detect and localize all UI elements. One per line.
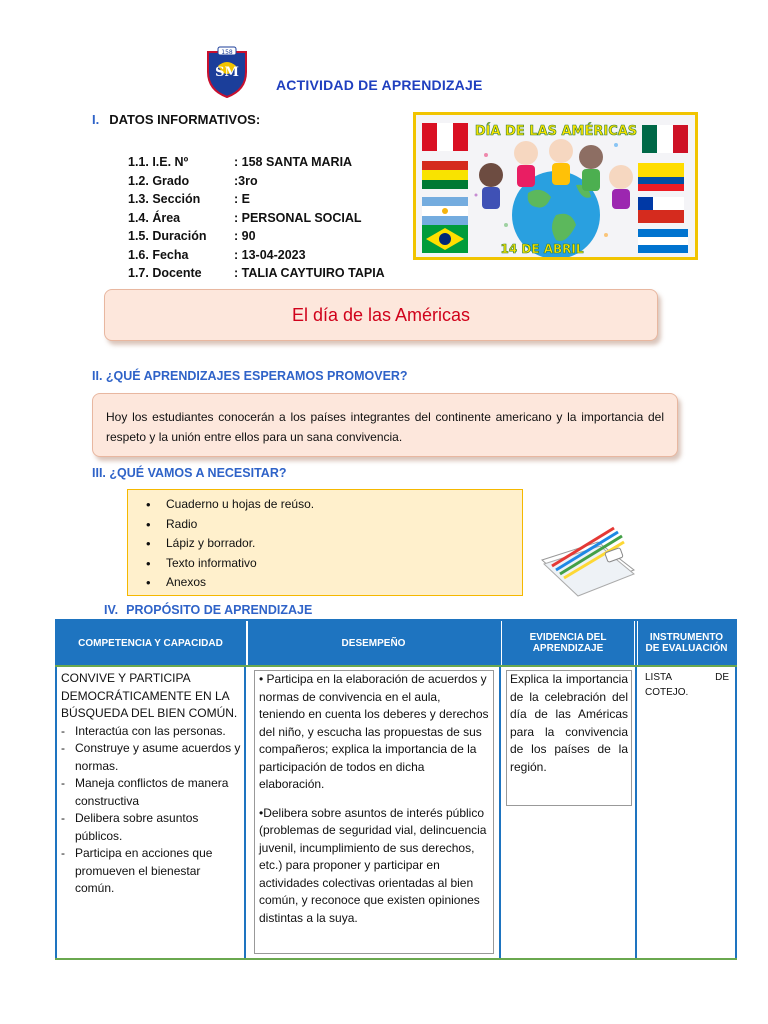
page-title: ACTIVIDAD DE APRENDIZAJE [276,77,483,93]
info-row-ie: 1.1. I.E. Nº : 158 SANTA MARIA [128,155,353,169]
list-item: • Radio [146,516,198,532]
section-datos-heading: I. DATOS INFORMATIVOS: [92,112,261,127]
table-header-competencia: COMPETENCIA Y CAPACIDAD [57,621,244,665]
list-item: - Interactúa con las personas. [61,723,226,738]
topic-title-box [104,289,658,341]
section-necesitar-heading: III. ¿QUÉ VAMOS A NECESITAR? [92,466,287,480]
aprendizajes-text: Hoy los estudiantes conocerán a los países integrantes del continente americano y la importancia del respeto y la unión entre ellos para un sana convivencia. [106,410,664,444]
table-header-evidencia: EVIDENCIA DEL APRENDIZAJE [502,621,634,665]
evidencia-cell: Explica la importancia de la celebración del día de las Américas para la convivencia de los países de la región. [506,670,632,806]
section-proposito-heading: IV. PROPÓSITO DE APRENDIZAJE [104,603,313,617]
info-row-area: 1.4. Área : PERSONAL SOCIAL [128,210,362,225]
proposito-table [55,619,737,960]
competencia-title: CONVIVE Y PARTICIPA DEMOCRÁTICAMENTE EN LA BÚSQUEDA DEL BIEN COMÚN. [61,671,238,720]
info-row-seccion: 1.3. Sección : E [128,192,250,206]
info-list [128,153,385,283]
table-header-instrumento: INSTRUMENTO DE EVALUACIÓN [638,621,735,665]
info-row-duracion: 1.5. Duración : 90 [128,229,256,243]
table-header-desempeno: DESEMPEÑO [248,621,499,665]
section-aprendizajes-heading: II. ¿QUÉ APRENDIZAJES ESPERAMOS PROMOVER? [92,369,408,383]
school-crest-logo [204,46,250,98]
list-item: - Maneja conflictos de manera constructiva [61,776,229,808]
desempeno-item: • Participa en la elaboración de acuerdos y normas de convivencia en el aula, teniendo en cuenta los deberes y derechos del niño, y escucha las propuestas de sus compañeros; explica la importancia de la participación de todos en dicha elaboración. [259,672,489,791]
list-item: • Texto informativo [146,555,257,571]
desempeno-cell [254,670,494,954]
topic-title: El día de las Américas [291,305,471,325]
list-item: • Anexos [146,575,207,590]
capacidades-list [61,723,241,898]
competencia-cell [61,670,241,898]
list-item: • Lápiz y borrador. [146,536,256,551]
school-supplies-illustration [538,520,638,600]
materials-list [146,495,314,593]
americas-day-illustration [413,112,698,260]
aprendizajes-box [92,393,678,457]
list-item: - Delibera sobre asuntos públicos. [61,811,199,843]
list-item: - Participa en acciones que promueven el bienestar común. [61,846,213,895]
list-item: • Cuaderno u hojas de reúso. [146,497,315,512]
materials-box [127,489,523,596]
instrumento-cell: LISTA DE COTEJO. [645,672,729,698]
info-row-docente: 1.7. Docente : TALIA CAYTUIRO TAPIA [128,266,385,280]
info-row-fecha: 1.6. Fecha : 13-04-2023 [128,247,306,262]
info-row-grado: 1.2. Grado :3ro [128,173,258,188]
svg-text:SM: SM [215,65,239,80]
svg-text:14 DE ABRIL: 14 DE ABRIL [500,242,584,256]
list-item: - Construye y asume acuerdos y normas. [61,741,241,773]
desempeno-item: •Delibera sobre asuntos de interés público (problemas de seguridad vial, delincuencia juvenil, incumplimiento de sus derechos, etc.) para proponer y participar en actividades colectivas orientadas al bien común, y reconoce que existen opiniones distintas a la suya. [259,805,487,925]
svg-text:DÍA DE LAS AMÉRICAS: DÍA DE LAS AMÉRICAS [474,124,638,139]
svg-text:158: 158 [221,49,233,56]
